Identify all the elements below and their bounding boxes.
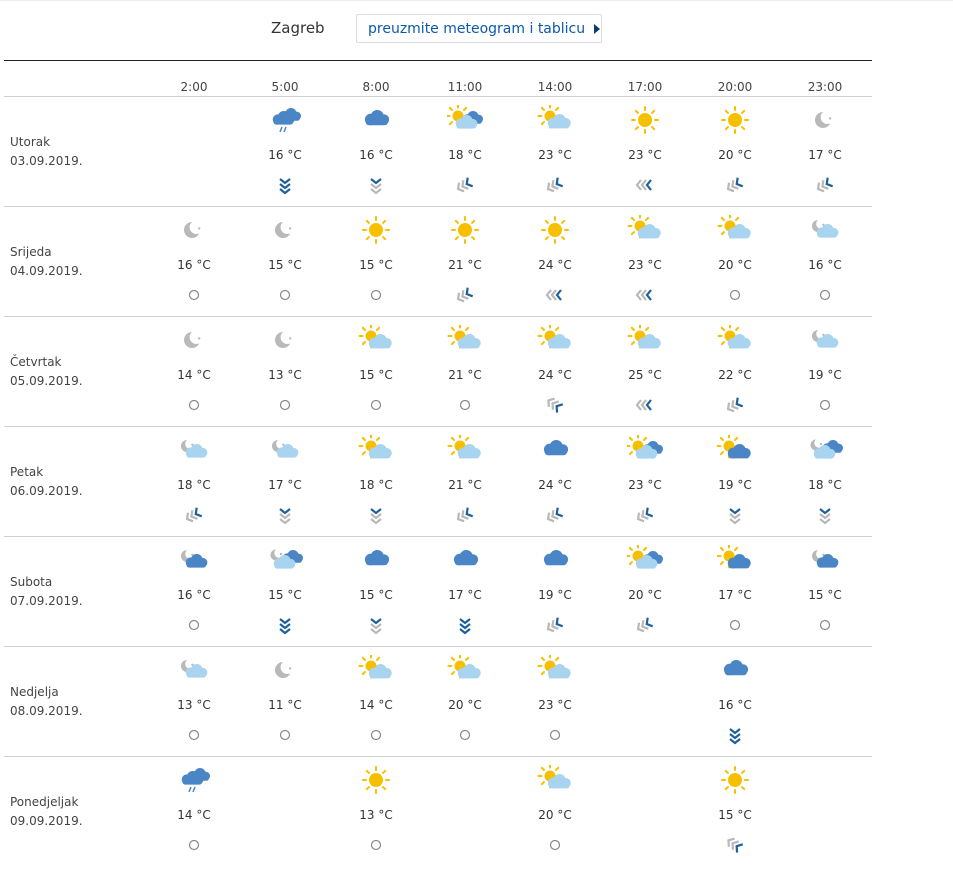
temperature: 16 °C xyxy=(808,258,842,272)
forecast-cell xyxy=(425,215,505,320)
wind-direction-icon xyxy=(455,615,475,635)
moon-cloud-icon xyxy=(807,215,843,245)
day-label xyxy=(10,133,83,171)
moon-dark-cloud-icon xyxy=(807,545,843,575)
temperature: 23 °C xyxy=(538,148,572,162)
hour-label: 5:00 xyxy=(271,80,299,94)
moon-icon xyxy=(267,655,303,685)
forecast-cell xyxy=(605,435,685,540)
sun-cloud-icon xyxy=(358,435,394,465)
wind-direction-icon xyxy=(815,175,835,195)
hour-label: 17:00 xyxy=(627,80,663,94)
temperature: 22 °C xyxy=(718,368,752,382)
calm-wind-icon xyxy=(725,615,745,635)
temperature: 16 °C xyxy=(177,588,211,602)
temperature: 17 °C xyxy=(268,478,302,492)
forecast-cell xyxy=(154,325,234,430)
wind-direction-icon xyxy=(815,505,835,525)
forecast-cell xyxy=(336,545,416,650)
hour-label: 14:00 xyxy=(537,80,573,94)
calm-wind-icon xyxy=(275,395,295,415)
wind-direction-icon xyxy=(725,725,745,745)
sun-cloud-icon xyxy=(717,325,753,355)
temperature: 16 °C xyxy=(718,698,752,712)
calm-wind-icon xyxy=(366,395,386,415)
row-divider xyxy=(4,426,872,427)
temperature: 14 °C xyxy=(359,698,393,712)
forecast-cell xyxy=(605,105,685,210)
cloud-icon xyxy=(717,655,753,685)
temperature: 15 °C xyxy=(808,588,842,602)
wind-direction-icon xyxy=(545,395,565,415)
forecast-cell xyxy=(515,655,595,760)
forecast-cell xyxy=(695,765,775,870)
forecast-cell xyxy=(695,545,775,650)
temperature: 24 °C xyxy=(538,258,572,272)
calm-wind-icon xyxy=(545,725,565,745)
temperature: 23 °C xyxy=(628,148,662,162)
day-date: 04.09.2019. xyxy=(10,264,83,278)
forecast-cell xyxy=(515,105,595,210)
forecast-cell xyxy=(695,655,775,760)
moon-cloud-icon xyxy=(267,435,303,465)
day-date: 07.09.2019. xyxy=(10,594,83,608)
calm-wind-icon xyxy=(455,395,475,415)
temperature: 20 °C xyxy=(538,808,572,822)
forecast-cell xyxy=(515,215,595,320)
calm-wind-icon xyxy=(184,835,204,855)
forecast-cell xyxy=(154,435,234,540)
day-label xyxy=(10,683,83,721)
row-divider xyxy=(4,206,872,207)
moon-icon xyxy=(176,325,212,355)
temperature: 18 °C xyxy=(177,478,211,492)
caret-right-icon xyxy=(594,24,600,34)
calm-wind-icon xyxy=(275,725,295,745)
sun-dark-cloud-icon xyxy=(717,435,753,465)
wind-direction-icon xyxy=(366,505,386,525)
forecast-cell xyxy=(785,435,865,540)
temperature: 24 °C xyxy=(538,478,572,492)
temperature: 24 °C xyxy=(538,368,572,382)
row-divider xyxy=(4,316,872,317)
sun-icon xyxy=(358,765,394,795)
hour-label: 20:00 xyxy=(717,80,753,94)
temperature: 18 °C xyxy=(448,148,482,162)
day-date: 09.09.2019. xyxy=(10,814,83,828)
day-label xyxy=(10,793,83,831)
day-date: 08.09.2019. xyxy=(10,704,83,718)
forecast-cell xyxy=(425,435,505,540)
hour-label: 11:00 xyxy=(447,80,483,94)
forecast-cell xyxy=(336,105,416,210)
forecast-cell xyxy=(425,655,505,760)
forecast-cell xyxy=(336,765,416,870)
top-divider xyxy=(0,0,953,1)
day-name: Nedjelja xyxy=(10,685,59,699)
day-name: Petak xyxy=(10,465,44,479)
cloud-icon xyxy=(447,545,483,575)
temperature: 17 °C xyxy=(808,148,842,162)
sun-cloud-icon xyxy=(537,655,573,685)
hour-label: 8:00 xyxy=(362,80,390,94)
forecast-cell xyxy=(154,765,234,870)
forecast-cell xyxy=(245,105,325,210)
forecast-cell xyxy=(245,545,325,650)
forecast-cell xyxy=(336,435,416,540)
sun-cloud-icon xyxy=(717,215,753,245)
day-date: 05.09.2019. xyxy=(10,374,83,388)
forecast-cell xyxy=(785,215,865,320)
sun-cloud-icon xyxy=(447,655,483,685)
cloud-icon xyxy=(358,545,394,575)
wind-direction-icon xyxy=(455,505,475,525)
temperature: 20 °C xyxy=(628,588,662,602)
wind-direction-icon xyxy=(455,175,475,195)
cloud-icon xyxy=(537,435,573,465)
moon-cloud-icon xyxy=(176,435,212,465)
forecast-cell xyxy=(245,325,325,430)
forecast-cell xyxy=(154,215,234,320)
hour-label: 23:00 xyxy=(807,80,843,94)
sun-cloud-dark-icon xyxy=(627,435,663,465)
temperature: 18 °C xyxy=(808,478,842,492)
temperature: 19 °C xyxy=(808,368,842,382)
forecast-cell xyxy=(695,105,775,210)
day-label xyxy=(10,463,83,501)
day-label xyxy=(10,243,83,281)
calm-wind-icon xyxy=(184,615,204,635)
day-date: 06.09.2019. xyxy=(10,484,83,498)
sun-icon xyxy=(717,765,753,795)
row-divider xyxy=(4,536,872,537)
forecast-cell xyxy=(695,435,775,540)
sun-cloud-icon xyxy=(537,105,573,135)
temperature: 16 °C xyxy=(268,148,302,162)
temperature: 19 °C xyxy=(538,588,572,602)
wind-direction-icon xyxy=(545,285,565,305)
wind-direction-icon xyxy=(545,175,565,195)
forecast-cell xyxy=(605,545,685,650)
day-name: Utorak xyxy=(10,135,51,149)
calm-wind-icon xyxy=(366,725,386,745)
forecast-cell xyxy=(336,215,416,320)
temperature: 15 °C xyxy=(359,588,393,602)
day-label xyxy=(10,573,83,611)
temperature: 15 °C xyxy=(268,588,302,602)
moon-icon xyxy=(176,215,212,245)
hour-label: 2:00 xyxy=(180,80,208,94)
sun-icon xyxy=(717,105,753,135)
temperature: 13 °C xyxy=(177,698,211,712)
wind-direction-icon xyxy=(635,615,655,635)
forecast-cell xyxy=(425,105,505,210)
sun-cloud-icon xyxy=(358,655,394,685)
wind-direction-icon xyxy=(366,615,386,635)
wind-direction-icon xyxy=(635,175,655,195)
wind-direction-icon xyxy=(635,505,655,525)
day-name: Ponedjeljak xyxy=(10,795,79,809)
temperature: 23 °C xyxy=(538,698,572,712)
sun-icon xyxy=(537,215,573,245)
sun-dark-cloud-icon xyxy=(717,545,753,575)
sun-icon xyxy=(447,215,483,245)
forecast-cell xyxy=(515,325,595,430)
temperature: 15 °C xyxy=(718,808,752,822)
wind-direction-icon xyxy=(635,285,655,305)
forecast-cell xyxy=(515,765,595,870)
moon-dark-cloud-icon xyxy=(176,545,212,575)
temperature: 20 °C xyxy=(718,148,752,162)
moon-icon xyxy=(267,215,303,245)
row-divider xyxy=(4,756,872,757)
temperature: 14 °C xyxy=(177,808,211,822)
rain-cloud-icon xyxy=(176,765,212,795)
temperature: 16 °C xyxy=(177,258,211,272)
day-label xyxy=(10,353,83,391)
wind-direction-icon xyxy=(545,615,565,635)
day-name: Subota xyxy=(10,575,53,589)
forecast-cell xyxy=(336,655,416,760)
forecast-cell xyxy=(245,655,325,760)
city-name: Zagreb xyxy=(271,19,325,37)
temperature: 11 °C xyxy=(268,698,302,712)
row-divider xyxy=(4,646,872,647)
temperature: 15 °C xyxy=(359,368,393,382)
wind-direction-icon xyxy=(725,505,745,525)
sun-cloud-icon xyxy=(627,215,663,245)
temperature: 21 °C xyxy=(448,478,482,492)
sun-icon xyxy=(358,215,394,245)
sun-cloud-icon xyxy=(537,765,573,795)
calm-wind-icon xyxy=(184,725,204,745)
calm-wind-icon xyxy=(184,395,204,415)
forecast-cell xyxy=(695,325,775,430)
calm-wind-icon xyxy=(275,285,295,305)
sun-cloud-dark-icon xyxy=(447,105,483,135)
temperature: 20 °C xyxy=(718,258,752,272)
wind-direction-icon xyxy=(455,285,475,305)
moon-icon xyxy=(267,325,303,355)
wind-direction-icon xyxy=(366,175,386,195)
forecast-cell xyxy=(425,545,505,650)
calm-wind-icon xyxy=(545,835,565,855)
calm-wind-icon xyxy=(815,395,835,415)
forecast-cell xyxy=(336,325,416,430)
forecast-cell xyxy=(515,435,595,540)
download-meteogram-label: preuzmite meteogram i tablicu xyxy=(368,20,586,37)
rain-cloud-icon xyxy=(267,105,303,135)
temperature: 16 °C xyxy=(359,148,393,162)
forecast-cell xyxy=(154,545,234,650)
moon-cloud-icon xyxy=(176,655,212,685)
wind-direction-icon xyxy=(725,835,745,855)
temperature: 18 °C xyxy=(359,478,393,492)
calm-wind-icon xyxy=(815,615,835,635)
sun-cloud-icon xyxy=(627,325,663,355)
wind-direction-icon xyxy=(725,175,745,195)
sun-cloud-dark-icon xyxy=(627,545,663,575)
wind-direction-icon xyxy=(635,395,655,415)
moon-cloud-dark-icon xyxy=(267,545,303,575)
wind-direction-icon xyxy=(275,505,295,525)
forecast-cell xyxy=(515,545,595,650)
temperature: 19 °C xyxy=(718,478,752,492)
moon-icon xyxy=(807,105,843,135)
temperature: 23 °C xyxy=(628,478,662,492)
calm-wind-icon xyxy=(366,835,386,855)
download-meteogram-button[interactable] xyxy=(356,14,602,43)
day-name: Četvrtak xyxy=(10,355,62,369)
forecast-cell xyxy=(695,215,775,320)
forecast-cell xyxy=(605,215,685,320)
sun-cloud-icon xyxy=(537,325,573,355)
temperature: 20 °C xyxy=(448,698,482,712)
temperature: 17 °C xyxy=(718,588,752,602)
calm-wind-icon xyxy=(184,285,204,305)
forecast-cell xyxy=(785,325,865,430)
calm-wind-icon xyxy=(815,285,835,305)
wind-direction-icon xyxy=(725,395,745,415)
sun-icon xyxy=(627,105,663,135)
forecast-cell xyxy=(154,655,234,760)
sun-cloud-icon xyxy=(447,435,483,465)
forecast-cell xyxy=(425,325,505,430)
temperature: 15 °C xyxy=(359,258,393,272)
temperature: 13 °C xyxy=(359,808,393,822)
wind-direction-icon xyxy=(545,505,565,525)
sun-cloud-icon xyxy=(358,325,394,355)
temperature: 25 °C xyxy=(628,368,662,382)
forecast-cell xyxy=(245,435,325,540)
cloud-icon xyxy=(358,105,394,135)
temperature: 14 °C xyxy=(177,368,211,382)
calm-wind-icon xyxy=(725,285,745,305)
forecast-cell xyxy=(785,545,865,650)
sun-cloud-icon xyxy=(447,325,483,355)
calm-wind-icon xyxy=(366,285,386,305)
wind-direction-icon xyxy=(275,175,295,195)
temperature: 13 °C xyxy=(268,368,302,382)
temperature: 21 °C xyxy=(448,368,482,382)
forecast-cell xyxy=(605,325,685,430)
temperature: 21 °C xyxy=(448,258,482,272)
wind-direction-icon xyxy=(275,615,295,635)
header-divider xyxy=(4,60,872,61)
temperature: 17 °C xyxy=(448,588,482,602)
temperature: 23 °C xyxy=(628,258,662,272)
temperature: 15 °C xyxy=(268,258,302,272)
forecast-cell xyxy=(785,105,865,210)
moon-cloud-dark-icon xyxy=(807,435,843,465)
row-divider xyxy=(4,96,872,97)
calm-wind-icon xyxy=(455,725,475,745)
moon-cloud-icon xyxy=(807,325,843,355)
wind-direction-icon xyxy=(184,505,204,525)
forecast-cell xyxy=(245,215,325,320)
day-name: Srijeda xyxy=(10,245,52,259)
cloud-icon xyxy=(537,545,573,575)
day-date: 03.09.2019. xyxy=(10,154,83,168)
